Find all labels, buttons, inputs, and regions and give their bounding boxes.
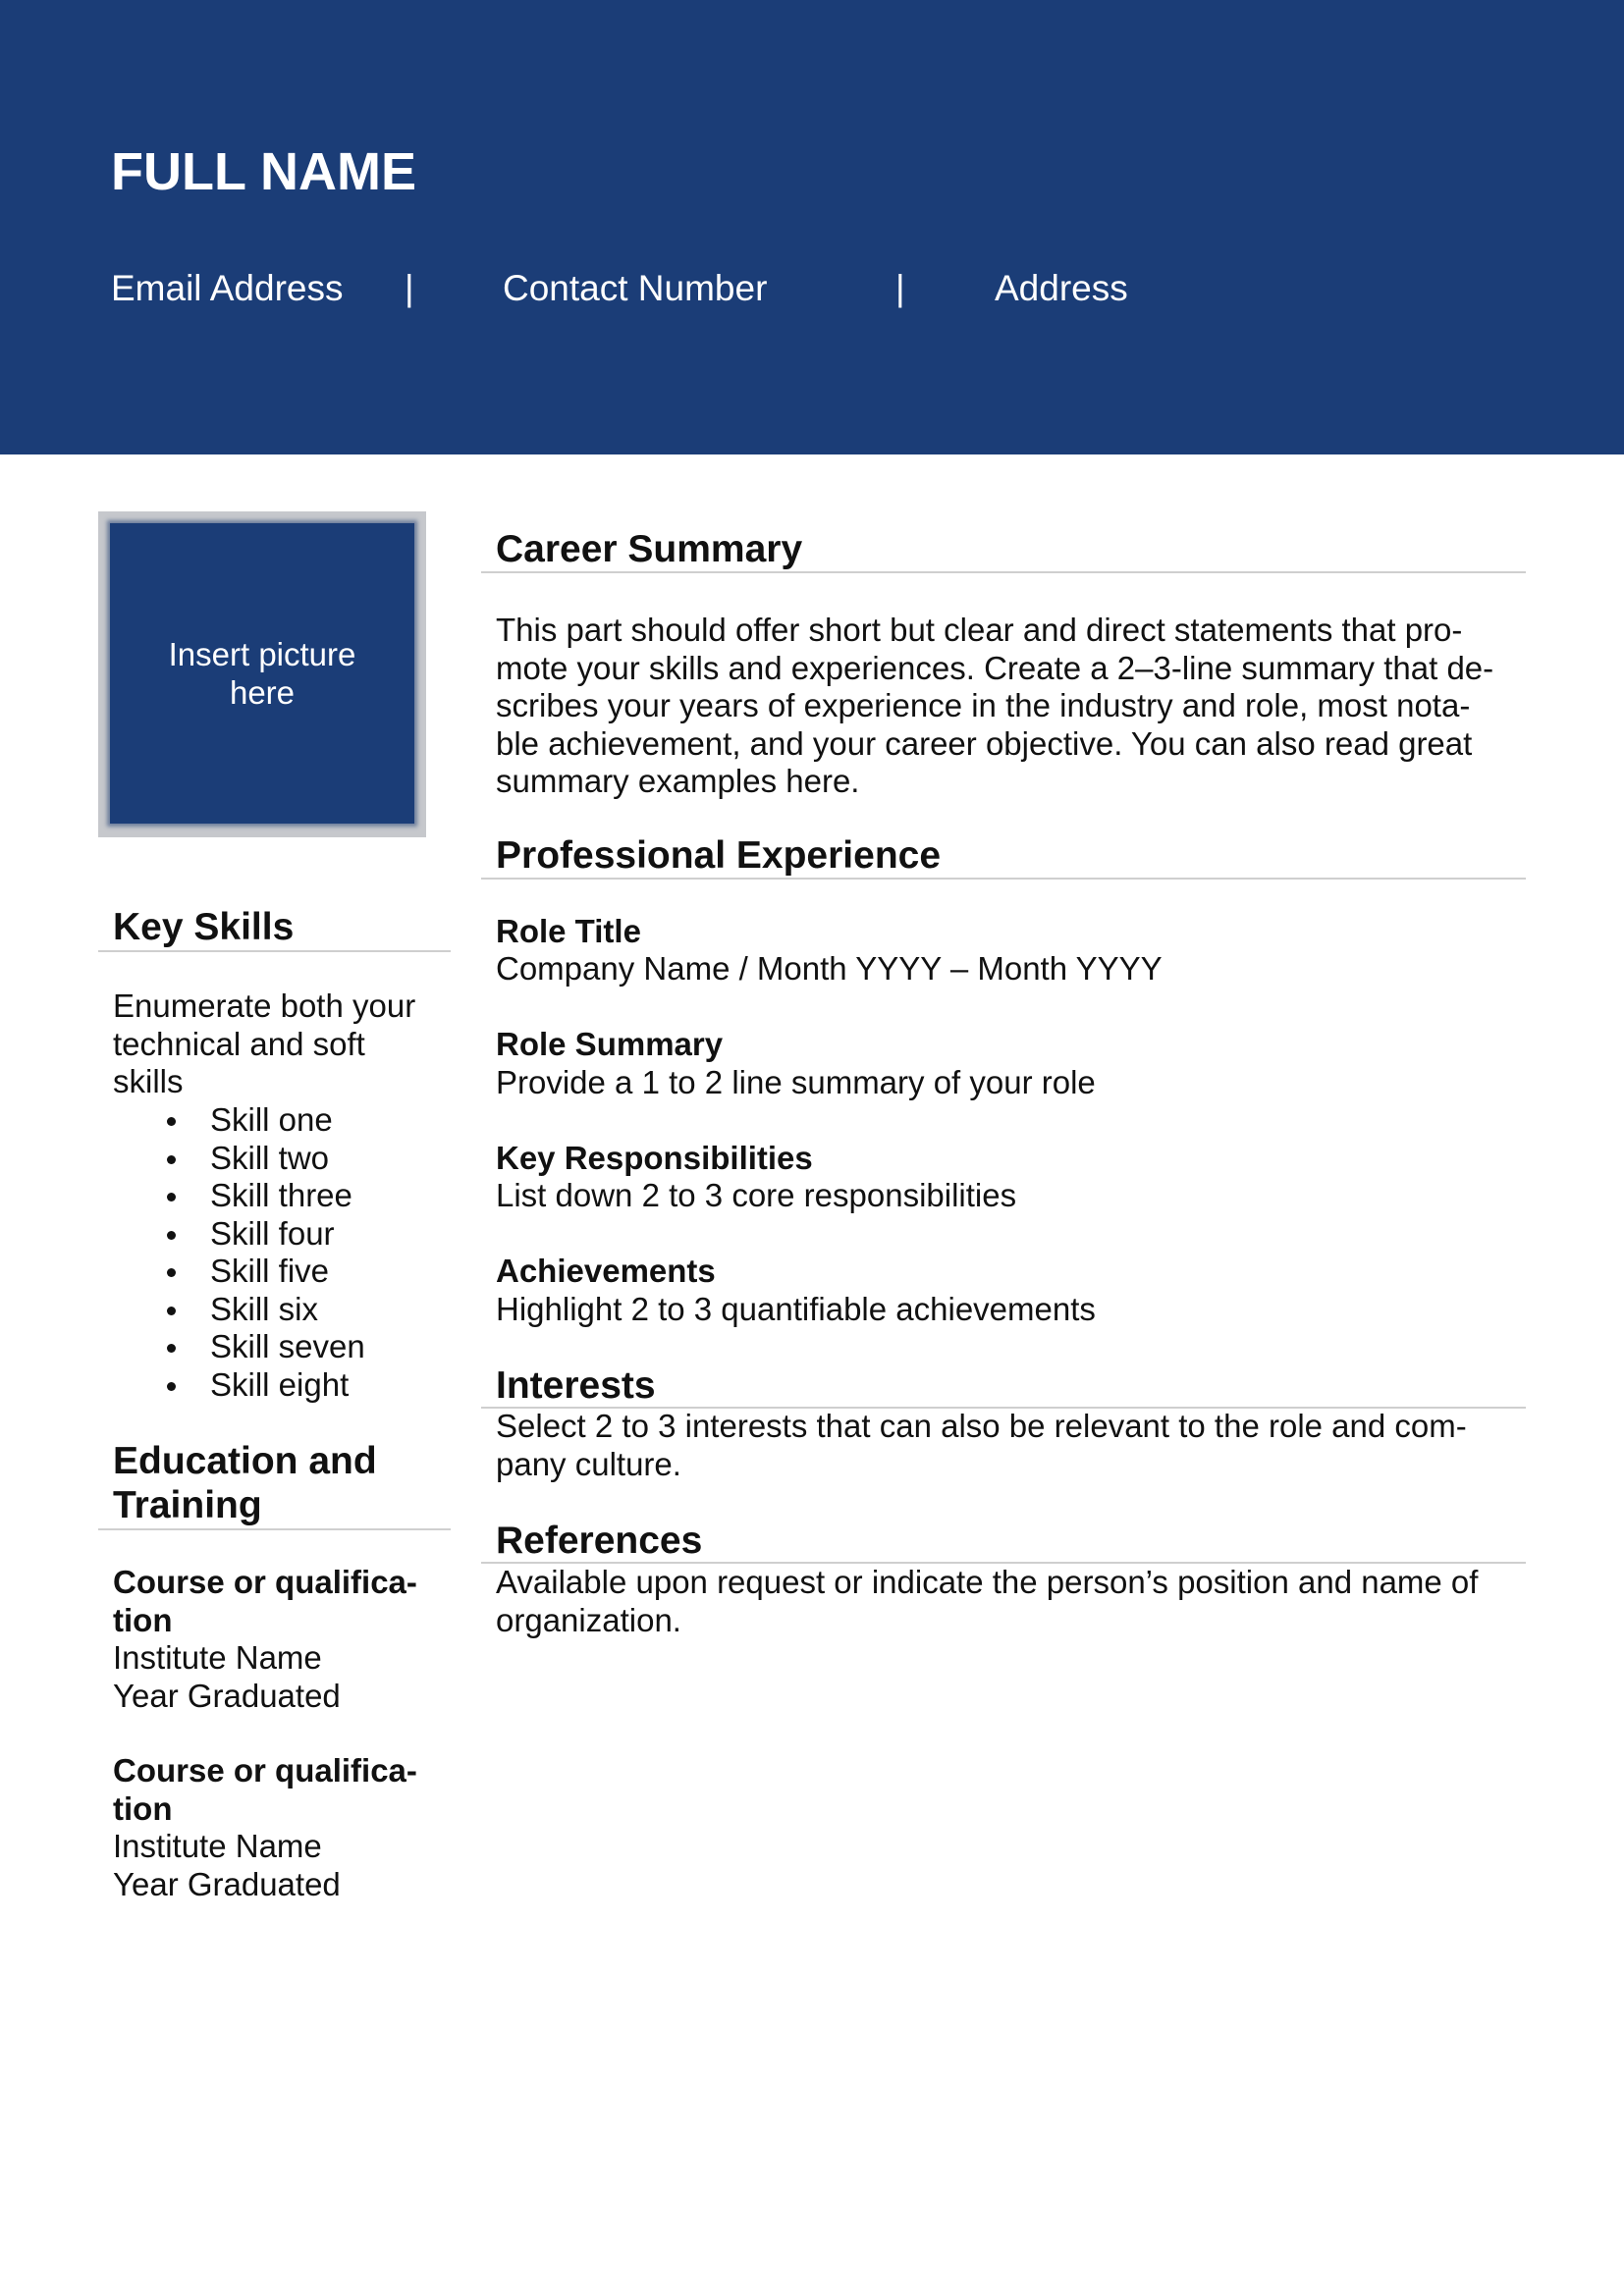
responsibilities-value: List down 2 to 3 core responsibilities: [496, 1177, 1017, 1213]
divider: [98, 950, 451, 952]
photo-placeholder-text: Insert picture here: [168, 636, 356, 711]
skills-list: [111, 1101, 365, 1404]
responsibilities-label: Key Responsibilities: [496, 1140, 813, 1176]
education-entry: [113, 1752, 417, 1903]
list-item: Skill three: [111, 1177, 365, 1215]
header-banner: [0, 0, 1624, 454]
role-title-value: Company Name / Month YYYY – Month YYYY: [496, 950, 1163, 987]
list-item: Skill one: [111, 1101, 365, 1140]
experience-heading: Professional Experience: [496, 834, 942, 877]
email-address: Email Address: [111, 268, 344, 308]
institute-name: Institute Name: [113, 1828, 322, 1864]
role-title-label: Role Title: [496, 913, 641, 949]
divider: [481, 878, 1526, 880]
education-heading: Education and Training: [113, 1440, 377, 1526]
achievements-value: Highlight 2 to 3 quantifiable achievements: [496, 1291, 1096, 1327]
list-item: Skill four: [111, 1215, 365, 1254]
course-title: Course or qualifica- tion: [113, 1564, 417, 1638]
list-item: Skill six: [111, 1291, 365, 1329]
role-summary-label: Role Summary: [496, 1026, 724, 1062]
key-skills-heading: Key Skills: [113, 906, 295, 948]
year-graduated: Year Graduated: [113, 1865, 341, 1902]
references-text: Available upon request or indicate the person’s position and name of organization.: [496, 1564, 1479, 1638]
career-summary-heading: Career Summary: [496, 528, 803, 570]
education-entry: [113, 1564, 417, 1715]
interests-heading: Interests: [496, 1364, 656, 1407]
address: Address: [995, 268, 1128, 308]
achievements-label: Achievements: [496, 1253, 716, 1289]
list-item: Skill eight: [111, 1366, 365, 1405]
separator: |: [895, 268, 905, 308]
full-name: FULL NAME: [111, 142, 416, 201]
separator: |: [405, 268, 414, 308]
role-summary-value: Provide a 1 to 2 line summary of your role: [496, 1064, 1096, 1100]
key-skills-intro: Enumerate both your technical and soft skills: [113, 988, 416, 1099]
list-item: Skill seven: [111, 1328, 365, 1366]
interests-text: Select 2 to 3 interests that can also be relevant to the role and com- pany culture.: [496, 1408, 1467, 1482]
divider: [481, 571, 1526, 573]
course-title: Course or qualifica- tion: [113, 1752, 417, 1827]
photo-box: [110, 523, 414, 824]
contact-number: Contact Number: [503, 268, 768, 308]
institute-name: Institute Name: [113, 1639, 322, 1676]
career-summary-text: This part should offer short but clear and direct statements that pro- mote your skills and experiences. Create a 2–3-line summary that de- scribes your years of experience in the industry and role, most nota- ble achievement, and your career objective. You can also read great summary examples here.: [496, 612, 1494, 799]
references-heading: References: [496, 1520, 703, 1562]
divider: [98, 1528, 451, 1530]
list-item: Skill two: [111, 1140, 365, 1178]
list-item: Skill five: [111, 1253, 365, 1291]
year-graduated: Year Graduated: [113, 1677, 341, 1714]
photo-placeholder[interactable]: [98, 511, 426, 837]
